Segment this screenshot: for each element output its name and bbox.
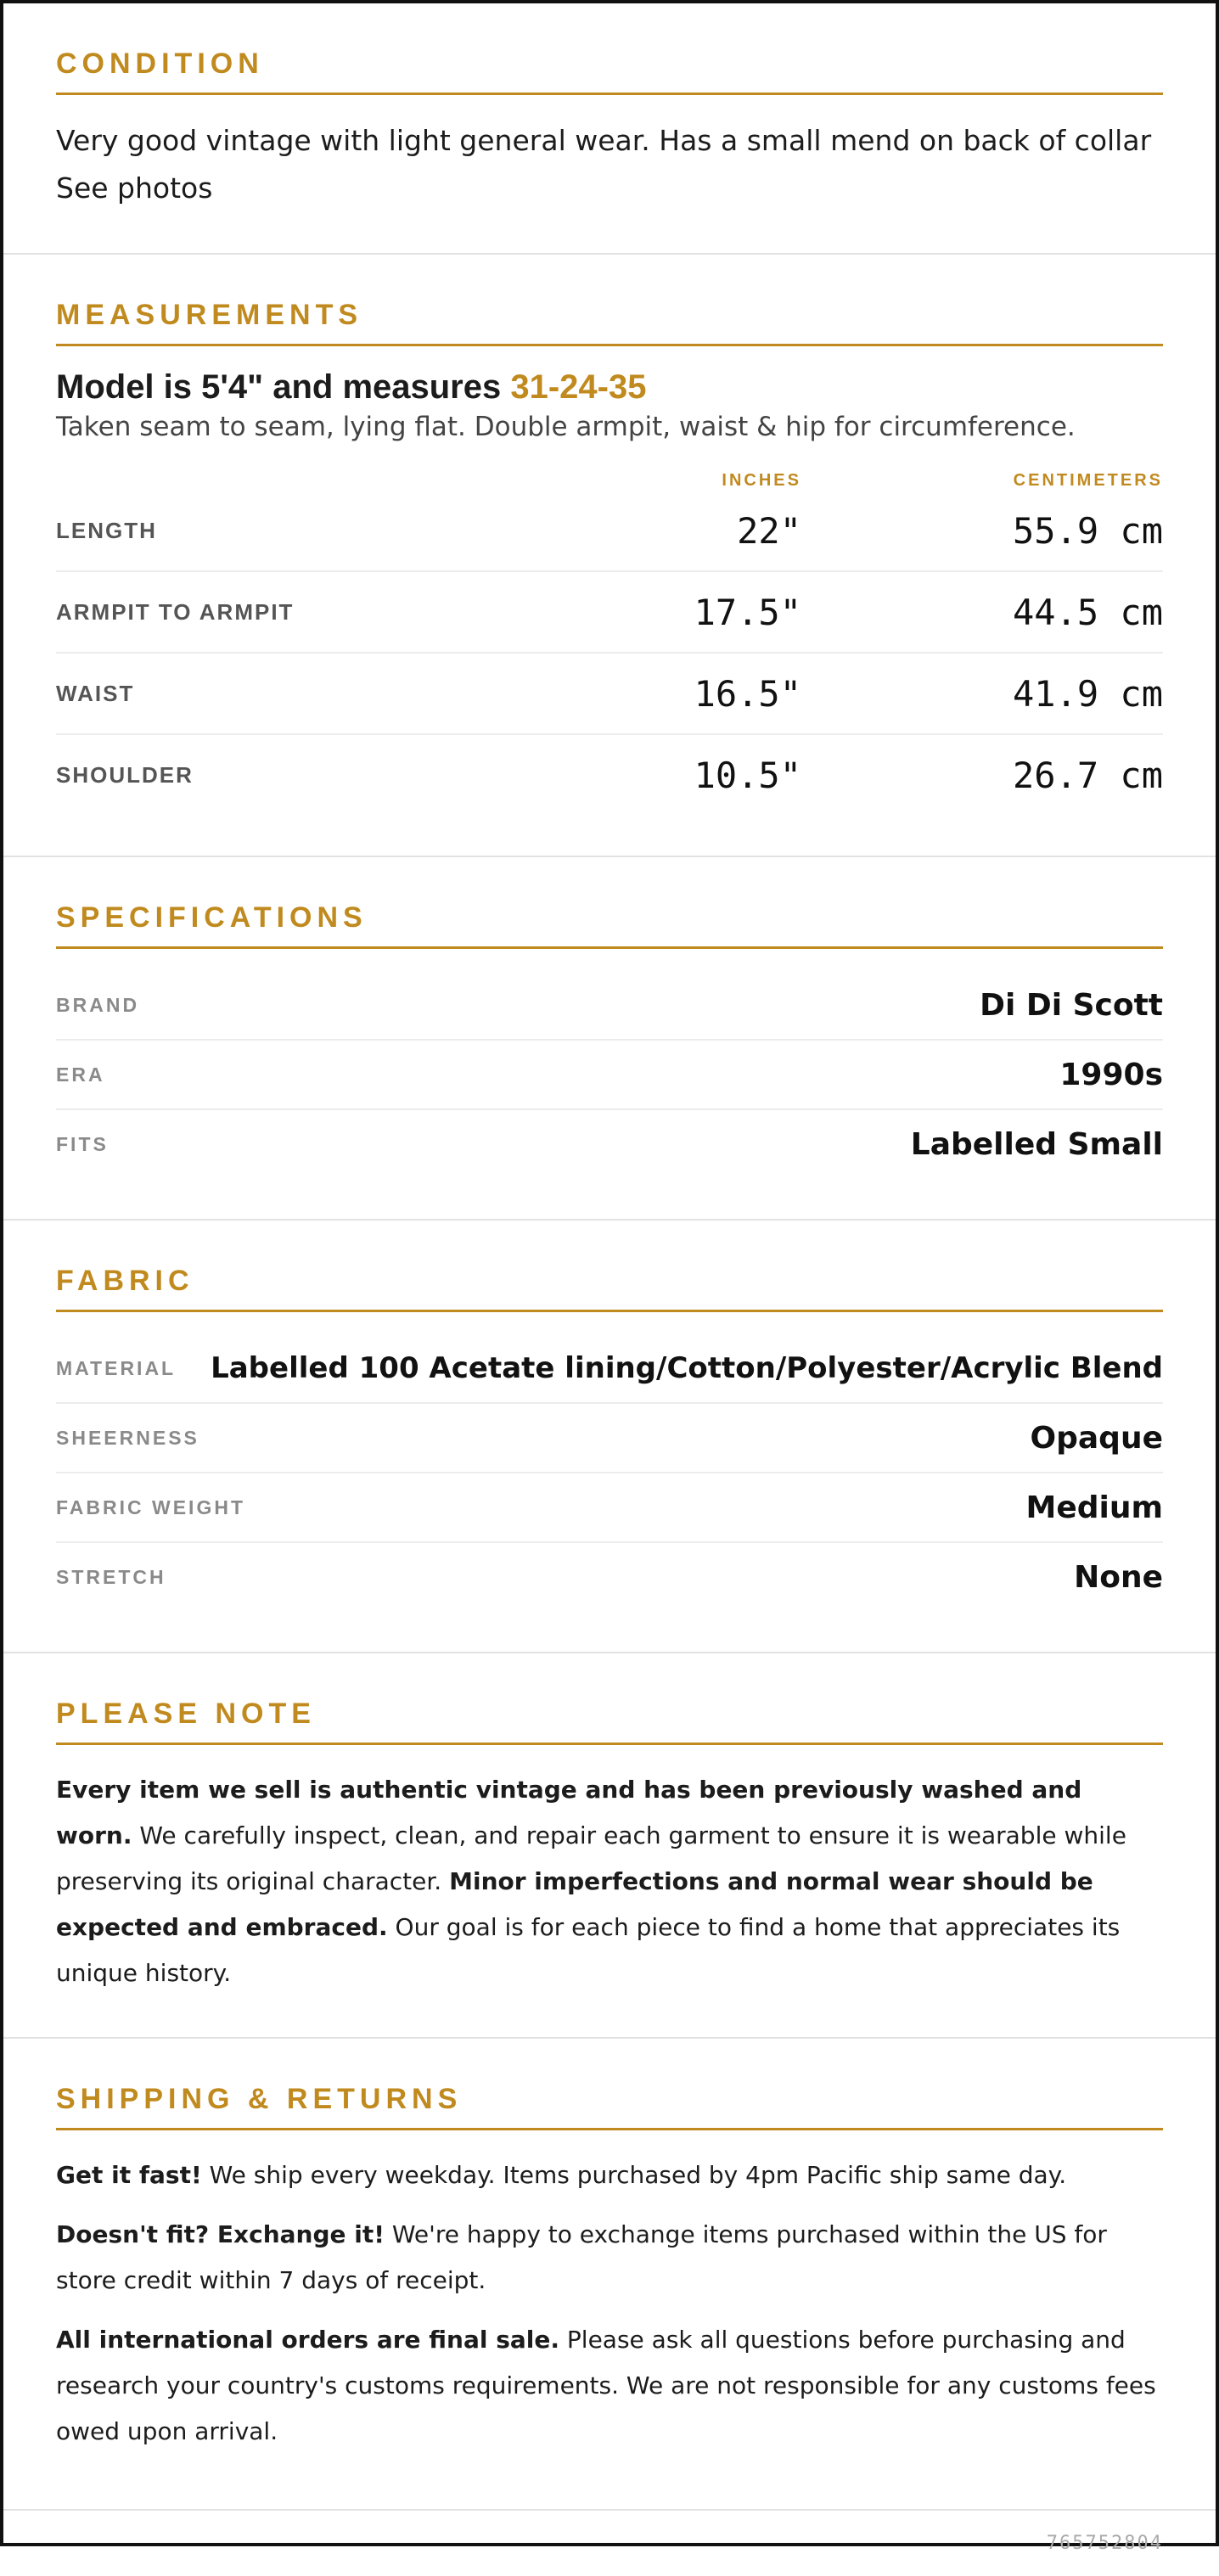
- measurement-inches: 17.5": [694, 591, 801, 633]
- shipping-text-3: Please ask all questions before purchasing and research your country's customs requirements. We are not responsible for any customs fees owed upon arrival.: [56, 2326, 1156, 2445]
- measurement-row-waist: [56, 654, 1163, 735]
- fabric-row-sheerness: [56, 1404, 1163, 1473]
- spec-row-fits: [56, 1110, 1163, 1178]
- specifications-section: [3, 857, 1216, 1221]
- measurement-row-armpit: [56, 572, 1163, 654]
- fabric-label: SHEERNESS: [56, 1426, 199, 1449]
- measurements-header-row: [56, 471, 1163, 491]
- measurement-cm: 44.5 cm: [1012, 591, 1163, 633]
- fabric-value: Opaque: [1030, 1420, 1163, 1456]
- measurement-inches: 22": [737, 509, 801, 552]
- centimeters-column-header: CENTIMETERS: [1013, 471, 1163, 490]
- shipping-paragraph-1: [56, 2152, 1163, 2198]
- shipping-text-1: We ship every weekday. Items purchased by 4pm Pacific ship same day.: [201, 2161, 1067, 2189]
- condition-heading: CONDITION: [56, 48, 1163, 95]
- measurement-cm: 26.7 cm: [1012, 754, 1163, 796]
- shipping-paragraph-3: [56, 2317, 1163, 2455]
- spec-label: ERA: [56, 1063, 105, 1086]
- shipping-heading: SHIPPING & RETURNS: [56, 2083, 1163, 2130]
- spec-row-brand: [56, 971, 1163, 1041]
- measurement-label: LENGTH: [56, 517, 157, 543]
- spec-value: Di Di Scott: [980, 987, 1163, 1023]
- spec-label: FITS: [56, 1132, 109, 1155]
- measurements-section: [3, 255, 1216, 857]
- note-text-2: Our goal is for each piece to find a home that appreciates its unique history.: [56, 1913, 1121, 1987]
- please-note-heading: PLEASE NOTE: [56, 1698, 1163, 1745]
- measurements-subtitle: Taken seam to seam, lying flat. Double armpit, waist & hip for circumference.: [56, 412, 1076, 442]
- shipping-bold-3: All international orders are final sale.: [56, 2326, 560, 2354]
- model-measure-value: 31-24-35: [510, 368, 647, 406]
- fabric-row-weight: [56, 1473, 1163, 1543]
- measurement-cm: 41.9 cm: [1012, 672, 1163, 715]
- measurement-row-shoulder: [56, 735, 1163, 815]
- fabric-value: None: [1074, 1559, 1163, 1595]
- spec-value: Labelled Small: [910, 1126, 1163, 1162]
- model-prefix: Model is 5'4" and measures: [56, 368, 511, 406]
- shipping-text-2: We're happy to exchange items purchased within the US for store credit within 7 days of receipt.: [56, 2220, 1107, 2294]
- measurement-inches: 16.5": [694, 672, 801, 715]
- specifications-heading: SPECIFICATIONS: [56, 901, 1163, 949]
- fabric-heading: FABRIC: [56, 1265, 1163, 1312]
- spec-label: BRAND: [56, 993, 140, 1016]
- model-measurements: [56, 368, 1163, 407]
- fabric-row-material: [56, 1334, 1163, 1404]
- measurements-heading: MEASUREMENTS: [56, 299, 1163, 346]
- fabric-value: Medium: [1025, 1490, 1163, 1525]
- fabric-label: MATERIAL: [56, 1356, 177, 1379]
- note-bold-1: Every item we sell is authentic vintage and has been previously washed and worn.: [56, 1776, 1082, 1849]
- spec-value: 1990s: [1059, 1057, 1163, 1092]
- shipping-bold-2: Doesn't fit? Exchange it!: [56, 2220, 385, 2248]
- shipping-paragraph-2: [56, 2212, 1163, 2304]
- condition-text: Very good vintage with light general wear. Has a small mend on back of collar See photos: [56, 124, 1152, 205]
- note-bold-2: Minor imperfections and normal wear should be expected and embraced.: [56, 1867, 1093, 1941]
- shipping-bold-1: Get it fast!: [56, 2161, 202, 2189]
- inches-column-header: INCHES: [722, 471, 801, 490]
- fabric-row-stretch: [56, 1543, 1163, 1611]
- spec-row-era: [56, 1041, 1163, 1110]
- measurement-label: WAIST: [56, 680, 135, 706]
- note-text-1: We carefully inspect, clean, and repair each garment to ensure it is wearable while preserving its original character.: [56, 1821, 1126, 1895]
- please-note-text: [56, 1767, 1163, 1996]
- measurement-inches: 10.5": [694, 754, 801, 796]
- fabric-label: FABRIC WEIGHT: [56, 1496, 245, 1518]
- condition-section: [3, 3, 1216, 255]
- sku-number: 765752804: [1046, 2533, 1163, 2554]
- measurement-cm: 55.9 cm: [1012, 509, 1163, 552]
- fabric-value: Labelled 100 Acetate lining/Cotton/Polyester/Acrylic Blend: [211, 1351, 1163, 1385]
- measurement-row-length: [56, 491, 1163, 572]
- fabric-section: [3, 1221, 1216, 1653]
- shipping-section: [3, 2039, 1216, 2511]
- measurement-label: ARMPIT TO ARMPIT: [56, 598, 295, 625]
- measurement-label: SHOULDER: [56, 761, 194, 788]
- fabric-label: STRETCH: [56, 1565, 166, 1588]
- please-note-section: [3, 1653, 1216, 2039]
